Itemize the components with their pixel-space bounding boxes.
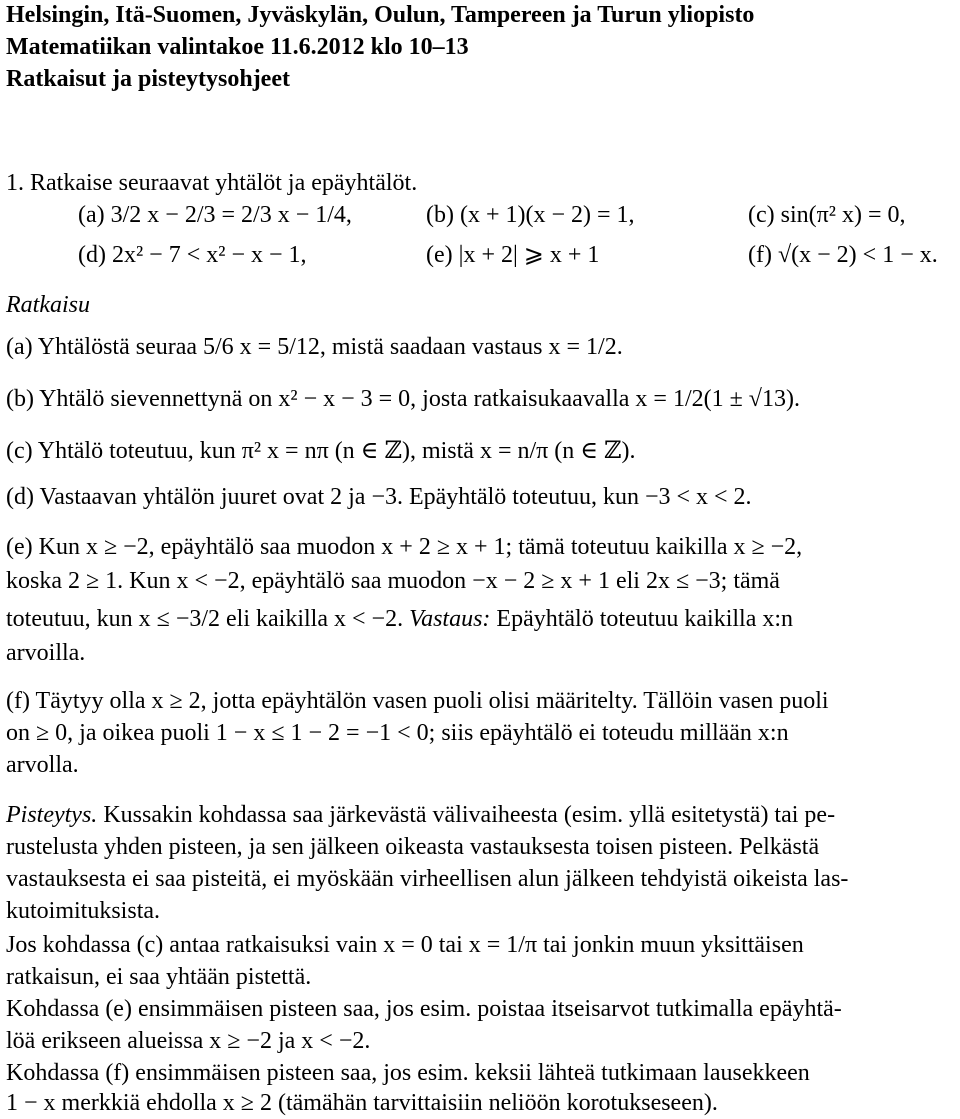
task-title: 1. Ratkaise seuraavat yhtälöt ja epäyhtälöt.	[6, 170, 418, 196]
solution-e-line4: arvoilla.	[6, 640, 86, 666]
header-line-subtitle: Ratkaisut ja pisteytysohjeet	[6, 66, 290, 92]
solution-e-line2: koska 2 ≥ 1. Kun x < −2, epäyhtälö saa muodon −x − 2 ≥ x + 1 eli 2x ≤ −3; tämä	[6, 568, 780, 594]
scoring-para3-line1: Kohdassa (e) ensimmäisen pisteen saa, jos esim. poistaa itseisarvot tutkimalla epäyhtä-	[6, 996, 842, 1022]
scoring-para1-line2: rustelusta yhden pisteen, ja sen jälkeen oikeasta vastauksesta toisen pisteen. Pelkästä	[6, 834, 820, 860]
scoring-para1-line3: vastauksesta ei saa pisteitä, ei myöskään virheellisen alun jälkeen tehdyistä oikeista las-	[6, 866, 849, 892]
solution-a: (a) Yhtälöstä seuraa 5/6 x = 5/12, mistä saadaan vastaus x = 1/2.	[6, 334, 623, 360]
task-a: (a) 3/2 x − 2/3 = 2/3 x − 1/4,	[78, 202, 352, 228]
scoring-para3-line2: löä erikseen alueissa x ≥ −2 ja x < −2.	[6, 1028, 371, 1054]
header-line-exam-title: Matematiikan valintakoe 11.6.2012 klo 10–13	[6, 34, 469, 60]
solution-f-line1: (f) Täytyy olla x ≥ 2, jotta epäyhtälön vasen puoli olisi määritelty. Tällöin vasen puoli	[6, 688, 829, 714]
scoring-para2-line2: ratkaisun, ei saa yhtään pistettä.	[6, 964, 312, 990]
scoring-para1-line4: kutoimituksista.	[6, 898, 161, 924]
solution-d: (d) Vastaavan yhtälön juuret ovat 2 ja −3. Epäyhtälö toteutuu, kun −3 < x < 2.	[6, 484, 752, 510]
solution-c: (c) Yhtälö toteutuu, kun π² x = nπ (n ∈ ℤ), mistä x = n/π (n ∈ ℤ).	[6, 438, 636, 464]
solution-e-line1: (e) Kun x ≥ −2, epäyhtälö saa muodon x + 2 ≥ x + 1; tämä toteutuu kaikilla x ≥ −2,	[6, 534, 803, 560]
task-d: (d) 2x² − 7 < x² − x − 1,	[78, 242, 307, 268]
task-c: (c) sin(π² x) = 0,	[748, 202, 906, 228]
header-line-universities: Helsingin, Itä-Suomen, Jyväskylän, Oulun, Tampereen ja Turun yliopisto	[6, 2, 755, 28]
answer-label: Vastaus:	[409, 606, 491, 632]
solution-f-line3: arvolla.	[6, 752, 79, 778]
task-b: (b) (x + 1)(x − 2) = 1,	[426, 202, 635, 228]
solution-heading: Ratkaisu	[6, 292, 90, 318]
task-e: (e) |x + 2| ⩾ x + 1	[426, 242, 600, 268]
scoring-label: Pisteytys.	[6, 802, 98, 828]
scoring-para1-line1	[6, 800, 835, 830]
scoring-para4-line1: Kohdassa (f) ensimmäisen pisteen saa, jos esim. keksii lähteä tutkimaan lausekkeen	[6, 1060, 810, 1086]
scoring-para2-line1: Jos kohdassa (c) antaa ratkaisuksi vain x = 0 tai x = 1/π tai jonkin muun yksittäisen	[6, 932, 804, 958]
scoring-para4-line2: 1 − x merkkiä ehdolla x ≥ 2 (tämähän tarvittaisiin neliöön korotukseseen).	[6, 1090, 718, 1116]
solution-b: (b) Yhtälö sievennettynä on x² − x − 3 = 0, josta ratkaisukaavalla x = 1/2(1 ± √13).	[6, 386, 800, 412]
solution-f-line2: on ≥ 0, ja oikea puoli 1 − x ≤ 1 − 2 = −1 < 0; siis epäyhtälö ei toteudu millään x:n	[6, 720, 789, 746]
solution-e-line3	[6, 604, 793, 634]
task-f: (f) √(x − 2) < 1 − x.	[748, 242, 938, 268]
scoring-para1-text: Kussakin kohdassa saa järkevästä välivaiheesta (esim. yllä esitetystä) tai pe-	[97, 802, 836, 828]
solution-e-answer: Epäyhtälö toteutuu kaikilla x:n	[490, 606, 794, 632]
solution-e-text: toteutuu, kun x ≤ −3/2 eli kaikilla x < −2.	[6, 606, 410, 632]
